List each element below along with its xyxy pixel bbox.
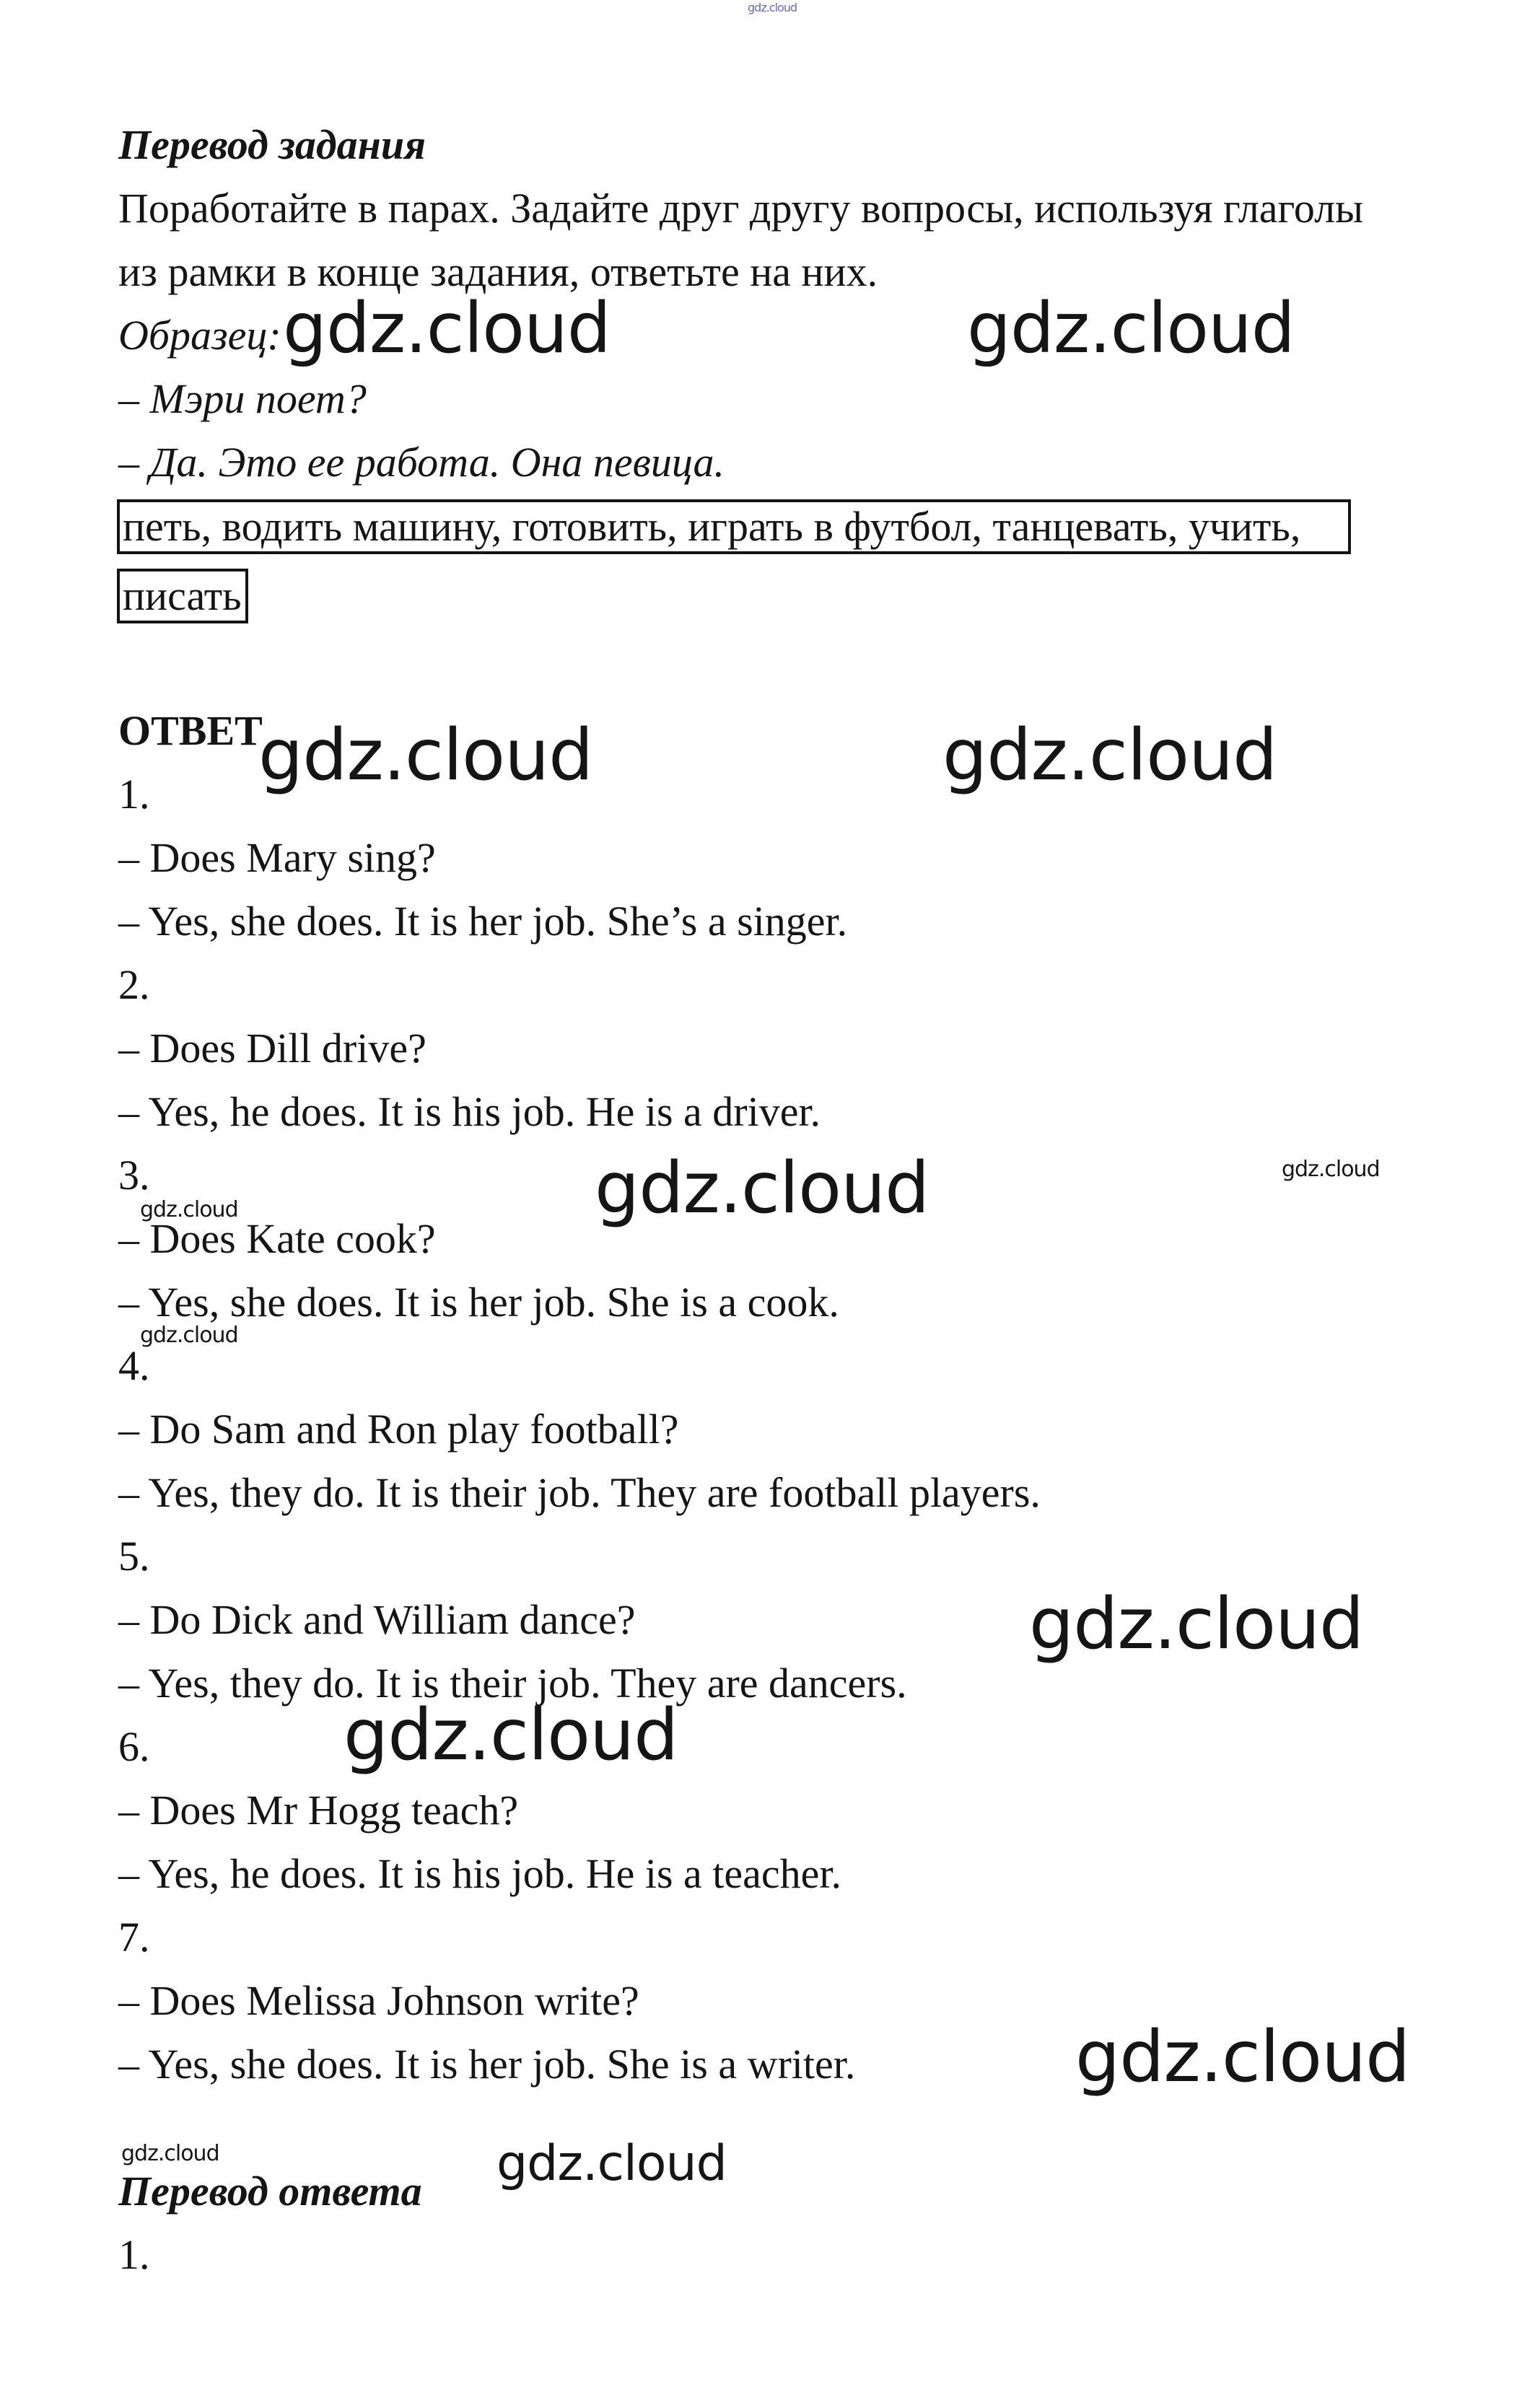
- answer-heading: ОТВЕТ: [118, 707, 263, 754]
- answer-reply: – Yes, they do. It is their job. They are football players.: [118, 1469, 1041, 1516]
- watermark: gdz.cloud: [496, 2135, 727, 2192]
- answer-translation-heading: Перевод ответа: [118, 2168, 422, 2215]
- answer-reply: – Yes, they do. It is their job. They are dancers.: [118, 1660, 907, 1707]
- sample-label: Образец:: [118, 312, 281, 359]
- watermark: gdz.cloud: [942, 714, 1277, 797]
- answer-reply: – Yes, she does. It is her job. She is a writer.: [118, 2041, 856, 2088]
- answer-item-number: 2.: [118, 961, 150, 1008]
- watermark: gdz.cloud: [967, 288, 1295, 369]
- sample-answer: – Да. Это ее работа. Она певица.: [118, 439, 725, 486]
- watermark: gdz.cloud: [283, 288, 611, 369]
- answer-reply: – Yes, he does. It is his job. He is a driver.: [118, 1088, 821, 1135]
- answer-translation-item-number: 1.: [118, 2231, 150, 2278]
- watermark: gdz.cloud: [344, 1694, 678, 1777]
- answer-question: – Does Mary sing?: [118, 834, 436, 881]
- answer-item-number: 3.: [118, 1152, 150, 1199]
- answer-item-number: 7.: [118, 1914, 150, 1961]
- watermark: gdz.cloud: [258, 714, 593, 797]
- watermark: gdz.cloud: [140, 1323, 238, 1348]
- answer-item-number: 6.: [118, 1723, 150, 1770]
- watermark: gdz.cloud: [1282, 1157, 1380, 1182]
- answer-question: – Does Mr Hogg teach?: [118, 1787, 519, 1834]
- answer-question: – Does Kate cook?: [118, 1215, 436, 1262]
- verb-box-line2: писать: [117, 569, 248, 623]
- answer-question: – Do Dick and William dance?: [118, 1596, 636, 1643]
- answer-item-number: 4.: [118, 1342, 150, 1389]
- answer-reply: – Yes, she does. It is her job. She is a cook.: [118, 1279, 839, 1326]
- sample-question: – Мэри поет?: [118, 375, 367, 422]
- answer-item-number: 5.: [118, 1533, 150, 1580]
- task-heading: Перевод задания: [118, 121, 426, 168]
- watermark: gdz.cloud: [140, 1197, 238, 1222]
- task-instruction-line1: Поработайте в парах. Задайте друг другу вопросы, используя глаголы: [118, 185, 1364, 232]
- verb-box-line1: петь, водить машину, готовить, играть в футбол, танцевать, учить,: [117, 499, 1351, 554]
- answer-reply: – Yes, he does. It is his job. He is a teacher.: [118, 1850, 841, 1897]
- answer-reply: – Yes, she does. It is her job. She’s a singer.: [118, 898, 848, 945]
- watermark: gdz.cloud: [595, 1147, 929, 1230]
- task-instruction-line2: из рамки в конце задания, ответьте на них.: [118, 248, 878, 295]
- watermark: gdz.cloud: [1029, 1583, 1364, 1665]
- answer-question: – Does Dill drive?: [118, 1025, 426, 1072]
- answer-item-number: 1.: [118, 771, 150, 818]
- watermark: gdz.cloud: [1075, 2016, 1410, 2098]
- watermark: gdz.cloud: [121, 2141, 219, 2166]
- answer-question: – Do Sam and Ron play football?: [118, 1406, 679, 1453]
- answer-question: – Does Melissa Johnson write?: [118, 1977, 639, 2024]
- header-watermark: gdz.cloud: [748, 1, 797, 14]
